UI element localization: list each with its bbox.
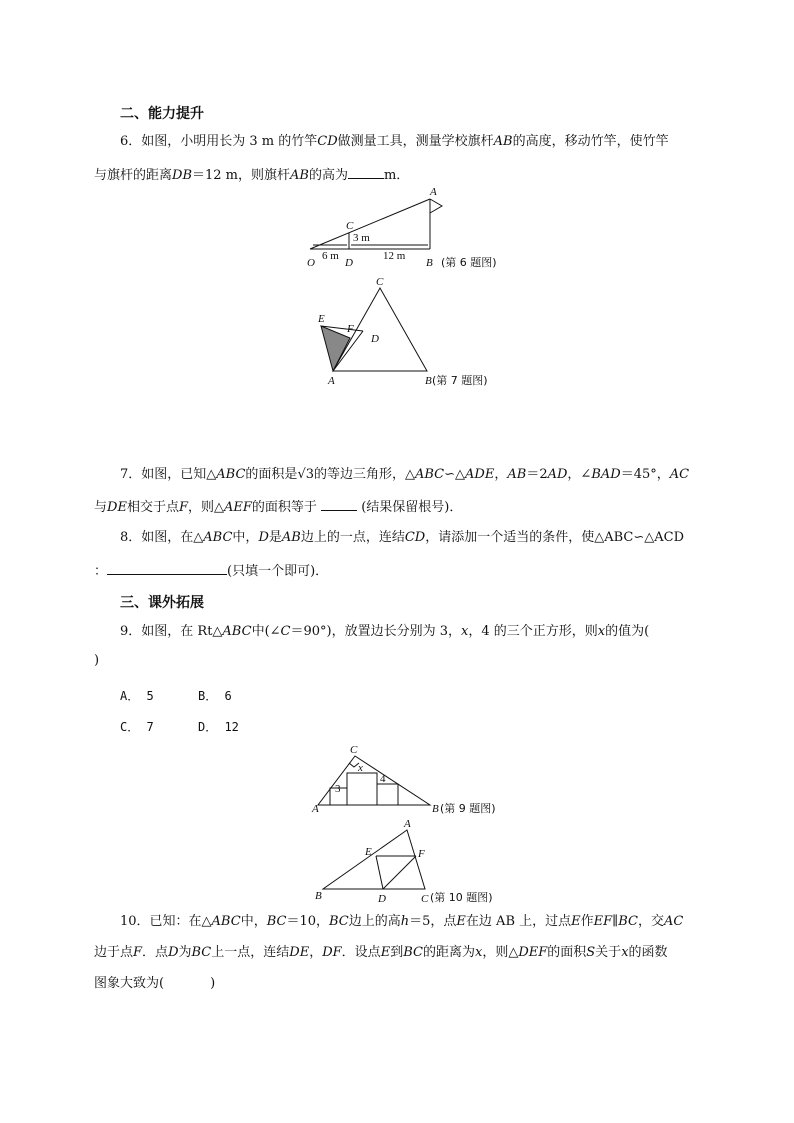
fig10-label-D: D bbox=[378, 893, 386, 905]
fig7-label-E: E bbox=[318, 313, 325, 325]
fig7-label-A: A bbox=[328, 375, 335, 387]
figure-10 bbox=[323, 830, 425, 889]
fig10-label-A: A bbox=[404, 818, 411, 830]
fig9-label-B: B bbox=[432, 803, 439, 815]
question-10-line-1: 10．已知：在△ABC中，BC＝10，BC边上的高h＝5，点E在边 AB 上，过点E作EF∥BC，交AC bbox=[120, 914, 684, 929]
option-a[interactable]: A． 5 bbox=[120, 689, 154, 703]
fig7-label-C: C bbox=[376, 276, 384, 288]
question-9-line-1: 9．如图，在 Rt△ABC中(∠C＝90°)，放置边长分别为 3，x，4 的三个正方形，则x的值为( bbox=[120, 624, 650, 639]
fig7-label-F: F bbox=[347, 323, 354, 335]
section-heading-2: 二、能力提升 bbox=[120, 106, 204, 122]
question-10-line-3: 图象大致为( ) bbox=[94, 976, 216, 991]
option-d[interactable]: D． 12 bbox=[198, 720, 239, 734]
fig6-label-3m: 3 m bbox=[353, 232, 370, 244]
question-6-line-1: 6．如图，小明用长为 3 m 的竹竿CD做测量工具，测量学校旗杆AB的高度，移动竹竿，使竹竿 bbox=[120, 134, 669, 149]
fig10-label-E: E bbox=[365, 846, 372, 858]
fig9-label-4: 4 bbox=[380, 773, 386, 785]
question-8-line-2: ： (只填一个即可)． bbox=[94, 561, 328, 581]
answer-blank-7[interactable] bbox=[321, 497, 357, 511]
fig6-label-12m: 12 m bbox=[383, 250, 406, 262]
question-6-line-2: 与旗杆的距离DB＝12 m，则旗杆AB的高为 m． bbox=[94, 165, 409, 185]
question-7-line-1: 7．如图，已知△ABC的面积是√3的等边三角形，△ABC∽△ADE，AB＝2AD，∠BAD＝45°，AC bbox=[120, 467, 690, 482]
answer-blank-8[interactable] bbox=[107, 561, 227, 575]
fig7-label-D: D bbox=[371, 333, 379, 345]
fig6-label-D: D bbox=[345, 257, 353, 269]
fig6-label-O: O bbox=[307, 257, 315, 269]
figure-6 bbox=[310, 199, 442, 249]
option-c[interactable]: C． 7 bbox=[120, 720, 154, 734]
fig7-caption: (第 7 题图) bbox=[432, 374, 488, 387]
fig6-caption: (第 6 题图) bbox=[441, 256, 497, 269]
figure-9 bbox=[318, 756, 430, 805]
fig6-label-C: C bbox=[346, 220, 354, 232]
fig9-caption: (第 9 题图) bbox=[440, 802, 496, 815]
option-b[interactable]: B． 6 bbox=[198, 689, 232, 703]
fig9-label-C: C bbox=[350, 744, 358, 756]
question-10-line-2: 边于点F．点D为BC上一点，连结DE，DF．设点E到BC的距离为x，则△DEF的面积S关于x的函数 bbox=[94, 945, 668, 960]
fig10-label-B: B bbox=[315, 890, 322, 902]
fig9-label-A: A bbox=[312, 803, 319, 815]
question-9-line-2: ) bbox=[94, 653, 100, 668]
question-8-line-1: 8．如图，在△ABC中，D是AB边上的一点，连结CD，请添加一个适当的条件，使△ABC∽△ACD bbox=[120, 530, 685, 545]
fig10-label-F: F bbox=[418, 848, 425, 860]
fig6-label-A: A bbox=[430, 186, 437, 198]
fig9-label-x: x bbox=[358, 762, 363, 774]
fig6-label-6m: 6 m bbox=[322, 250, 339, 262]
fig10-label-C: C bbox=[421, 893, 429, 905]
fig7-label-B: B bbox=[425, 375, 432, 387]
section-heading-3: 三、课外拓展 bbox=[120, 595, 204, 611]
fig10-caption: (第 10 题图) bbox=[430, 891, 493, 904]
fig9-label-3: 3 bbox=[335, 783, 341, 795]
fig6-label-B: B bbox=[426, 257, 433, 269]
question-7-line-2: 与DE相交于点F，则△AEF的面积等于 (结果保留根号)． bbox=[94, 497, 462, 517]
